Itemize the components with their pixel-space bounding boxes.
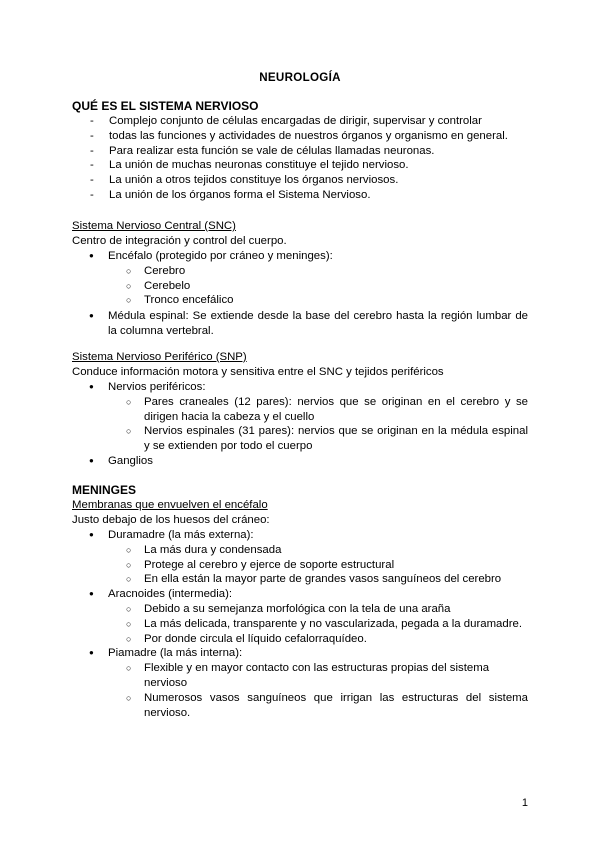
list-item: - Complejo conjunto de células encargadas de dirigir, supervisar y controlar bbox=[72, 114, 528, 129]
sub-list-item: ○ Cerebelo bbox=[108, 279, 528, 294]
list-item-label: Duramadre (la más externa): bbox=[108, 529, 254, 541]
section-meninges bbox=[72, 483, 528, 720]
section-subheading: Sistema Nervioso Periférico (SNP) bbox=[72, 351, 247, 363]
list-item: - todas las funciones y actividades de nuestros órganos y organismo en general. bbox=[72, 129, 528, 144]
section-sistema-nervioso bbox=[72, 99, 528, 203]
page-number: 1 bbox=[521, 797, 528, 809]
sub-list-item: ○ Flexible y en mayor contacto con las estructuras propias del sistema nervioso bbox=[108, 661, 528, 691]
sub-list bbox=[108, 264, 528, 308]
sub-list-item: ○ Numerosos vasos sanguíneos que irrigan las estructuras del sistema nervioso. bbox=[108, 691, 528, 721]
sub-list-item: ○ Tronco encefálico bbox=[108, 293, 528, 308]
list-item: ● Médula espinal: Se extiende desde la base del cerebro hasta la región lumbar de la columna vertebral. bbox=[72, 309, 528, 339]
list-item-label: Aracnoides (intermedia): bbox=[108, 588, 233, 601]
bullet-list bbox=[72, 249, 528, 339]
list-item-label: Nervios periféricos: bbox=[108, 381, 206, 393]
section-snc bbox=[72, 219, 528, 339]
definition-list bbox=[72, 114, 528, 203]
sub-list-item: ○ Protege al cerebro y ejerce de soporte estructural bbox=[108, 558, 528, 573]
sub-list-item: ○ La más delicada, transparente y no vascularizada, pegada a la duramadre. bbox=[108, 617, 528, 632]
section-intro: Centro de integración y control del cuerpo. bbox=[72, 235, 287, 247]
list-item: - La unión de los órganos forma el Sistema Nervioso. bbox=[72, 188, 528, 203]
list-item bbox=[72, 380, 528, 454]
sub-list-item: ○ Debido a su semejanza morfológica con la tela de una araña bbox=[108, 602, 528, 617]
section-heading: QUÉ ES EL SISTEMA NERVIOSO bbox=[72, 99, 259, 113]
list-item bbox=[72, 249, 528, 308]
section-snp bbox=[72, 350, 528, 469]
document-title: NEUROLOGÍA bbox=[259, 71, 341, 84]
sub-list-item: ○ Cerebro bbox=[108, 264, 528, 279]
sub-list-item: ○ La más dura y condensada bbox=[108, 543, 528, 558]
section-heading: MENINGES bbox=[72, 483, 137, 497]
list-item bbox=[72, 646, 528, 720]
section-intro: Justo debajo de los huesos del cráneo: bbox=[72, 514, 270, 526]
list-item bbox=[72, 528, 528, 587]
section-subheading: Membranas que envuelven el encéfalo bbox=[72, 499, 268, 511]
list-item-label: Encéfalo (protegido por cráneo y meninges): bbox=[108, 250, 333, 262]
sub-list bbox=[108, 602, 528, 646]
list-item bbox=[72, 587, 528, 646]
list-item: - La unión a otros tejidos constituye los órganos nerviosos. bbox=[72, 173, 528, 188]
list-item-label: Piamadre (la más interna): bbox=[108, 647, 243, 660]
sub-list-item: ○ Por donde circula el líquido cefalorraquídeo. bbox=[108, 632, 528, 647]
sub-list-item: ○ Pares craneales (12 pares): nervios que se originan en el cerebro y se dirigen hacia la cabeza y el cuello bbox=[108, 395, 528, 425]
sub-list bbox=[108, 661, 528, 720]
bullet-list bbox=[72, 528, 528, 720]
bullet-list bbox=[72, 380, 528, 469]
list-item: ● Ganglios bbox=[72, 454, 528, 469]
section-subheading: Sistema Nervioso Central (SNC) bbox=[72, 220, 236, 232]
list-item: - La unión de muchas neuronas constituye el tejido nervioso. bbox=[72, 158, 528, 173]
list-item: - Para realizar esta función se vale de células llamadas neuronas. bbox=[72, 144, 528, 159]
sub-list-item: ○ En ella están la mayor parte de grandes vasos sanguíneos del cerebro bbox=[108, 572, 528, 587]
sub-list bbox=[108, 395, 528, 454]
sub-list bbox=[108, 543, 528, 587]
sub-list-item: ○ Nervios espinales (31 pares): nervios que se originan en la médula espinal y se extienden por todo el cuerpo bbox=[108, 424, 528, 454]
section-intro: Conduce información motora y sensitiva entre el SNC y tejidos periféricos bbox=[72, 366, 444, 378]
